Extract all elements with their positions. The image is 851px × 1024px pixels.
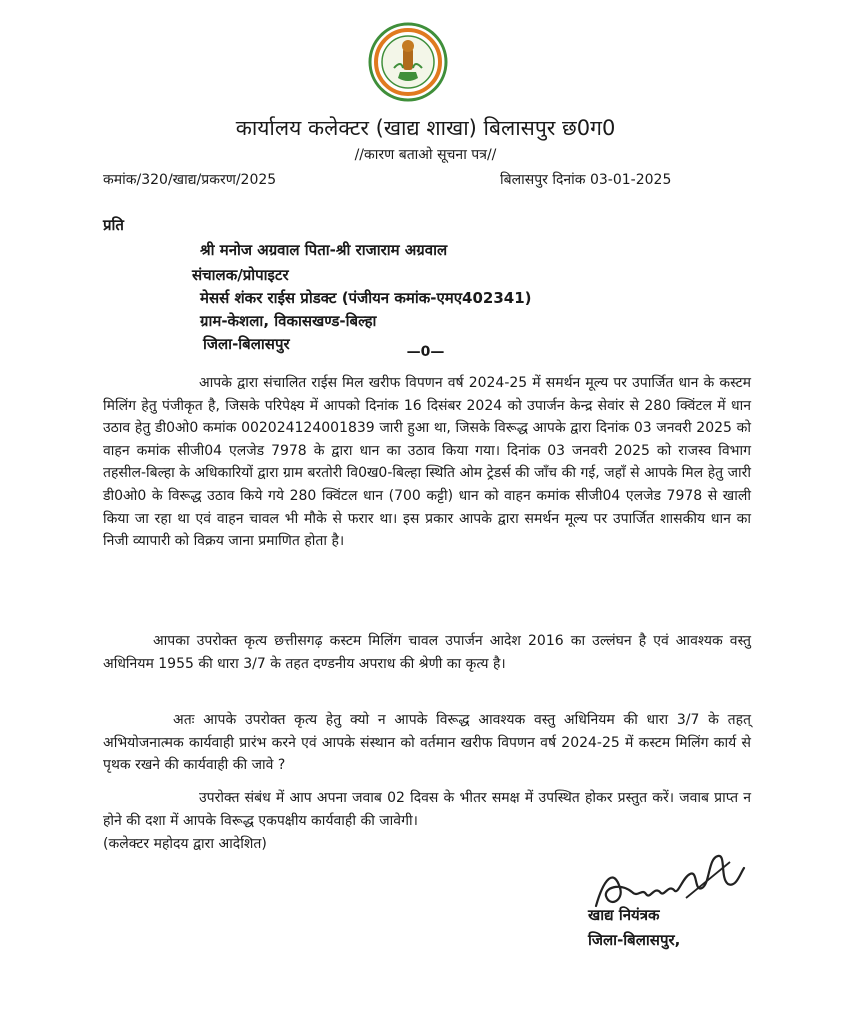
- notice-subject: //कारण बताओ सूचना पत्र//: [354, 147, 497, 163]
- state-emblem-logo: [368, 22, 448, 102]
- paragraph-show-cause: अतः आपके उपरोक्त कृत्य हेतु क्यो न आपके विरूद्ध आवश्यक वस्तु अधिनियम की धारा 3/7 के तहत् अभियोजनात्मक कार्यवाही प्रारंभ करने एवं आपके संस्थान को वर्तमान खरीफ विपणन वर्ष 2024-25 में कस्टम मिलिंग कार्य से पृथक रखने की कार्यवाही की जावे ?: [103, 712, 751, 774]
- paragraph-facts: आपके द्वारा संचालित राईस मिल खरीफ विपणन वर्ष 2024-25 में समर्थन मूल्य पर उपार्जित धान के कस्टम मिलिंग हेतु पंजीकृत है, जिसके परिपेक्ष्य में आपको दिनांक 16 दिसंबर 2024 को उपार्जन केन्द्र सेवांर से 280 क्विंटल में धान उठाव हेतु डी0ओ0 कमांक 002024124001839 जारी हुआ था, जिसके विरूद्ध आपके द्वारा दिनांक 03 जनवरी 2025 को वाहन कमांक सीजी04 एलजेड 7978 के द्वारा धान का उठाव किया गया। दिनांक 03 जनवरी 2025 को राजस्व विभाग तहसील-बिल्हा के अधिकारियों द्वारा ग्राम बरतोरी वि0ख0-बिल्हा स्थिति ओम ट्रेडर्स की जाँच की गई, जहाँ से आपके मिल हेतु जारी डी0ओ0 के विरूद्ध उठाव किये गये 280 क्विंटल धान (700 कट्टी) धान को वाहन कमांक सीजी04 एलजेड 7978 से खाली किया जा रहा था एवं वाहन चावल भी मौके से फरार था। इस प्रकार आपके द्वारा समर्थन मूल्य पर उपार्जित शासकीय धान का निजी व्यापारी को विक्रय जाना प्रमाणित होता है।: [103, 375, 751, 550]
- paragraph-reply-deadline: उपरोक्त संबंध में आप अपना जवाब 02 दिवस के भीतर समक्ष में उपस्थित होकर प्रस्तुत करें। जवाब प्राप्त न होने की दशा में आपके विरूद्ध एकपक्षीय कार्यवाही की जावेगी।: [103, 790, 751, 829]
- recipient-name: श्री मनोज अग्रवाल पिता-श्री राजाराम अग्रवाल: [200, 241, 448, 259]
- signatory-district: जिला-बिलासपुर,: [588, 931, 681, 949]
- paragraph-violation: आपका उपरोक्त कृत्य छत्तीसगढ़ कस्टम मिलिंग चावल उपार्जन आदेश 2016 का उल्लंघन है एवं आवश्यक वस्तु अधिनियम 1955 की धारा 3/7 के तहत दण्डनीय अपराध की श्रेणी का कृत्य है।: [103, 633, 751, 672]
- place-date: बिलासपुर दिनांक 03-01-2025: [500, 172, 672, 188]
- recipient-district: जिला-बिलासपुर: [203, 335, 290, 353]
- signatory-designation: खाद्य नियंत्रक: [588, 906, 660, 924]
- recipient-firm: मेसर्स शंकर राईस प्रोडक्ट (पंजीयन कमांक-एमए402341): [200, 289, 532, 307]
- order-note: (कलेक्टर महोदय द्वारा आदेशित): [103, 836, 267, 852]
- recipient-village: ग्राम-केशला, विकासखण्ड-बिल्हा: [200, 312, 377, 330]
- reference-number: कमांक/320/खाद्य/प्रकरण/2025: [103, 172, 277, 188]
- to-label: प्रति: [103, 216, 124, 234]
- recipient-role: संचालक/प्रोपाइटर: [192, 266, 289, 284]
- section-divider: —0—: [406, 344, 445, 360]
- office-title: कार्यालय कलेक्टर (खाद्य शाखा) बिलासपुर छ0ग0: [235, 116, 616, 140]
